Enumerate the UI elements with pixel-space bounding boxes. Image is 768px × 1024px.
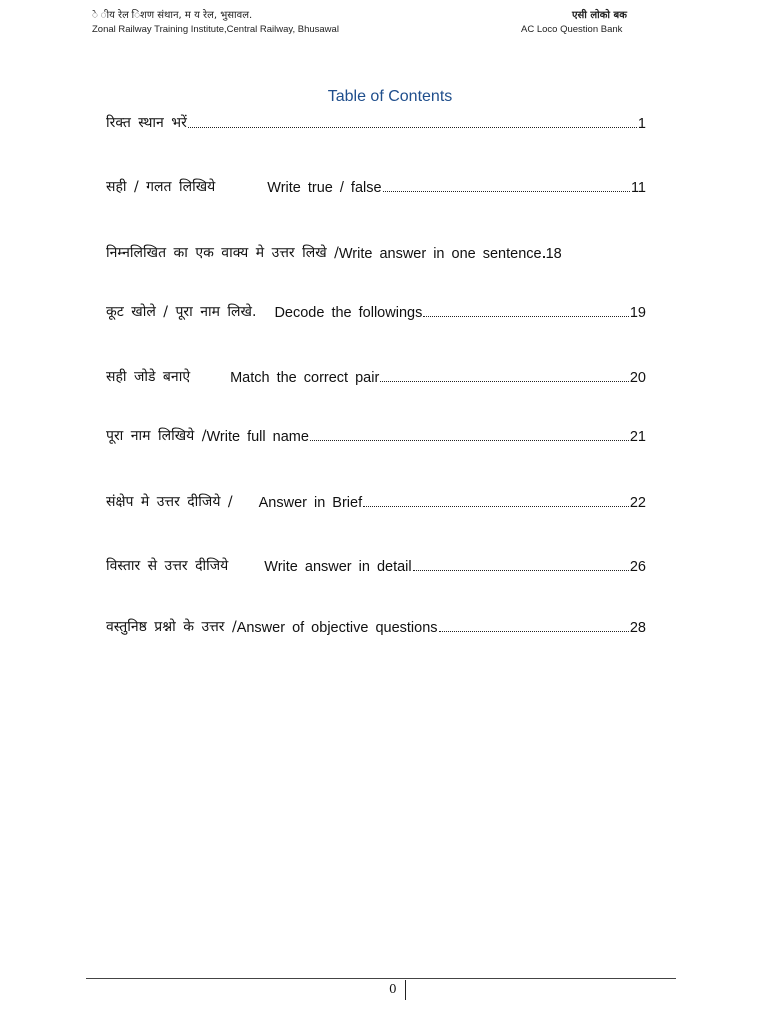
toc-entry-page: 18: [545, 246, 562, 262]
footer-page-divider: [405, 980, 406, 1000]
dot-leader: [310, 440, 629, 441]
dot-leader: [439, 631, 629, 632]
footer-rule: [86, 978, 676, 979]
dot-leader: [188, 127, 637, 128]
toc-entry-fill-blanks[interactable]: [106, 112, 646, 132]
toc-entry-english: Answer in Brief: [258, 495, 363, 511]
toc-entry-full-name[interactable]: [106, 425, 646, 445]
toc-entry-hindi: सही / गलत लिखिये: [106, 179, 216, 195]
toc-entry-english: Write answer in detail: [264, 559, 412, 575]
toc-entry-page: 26: [629, 559, 646, 575]
toc-entry-hindi: पूरा नाम लिखिये /: [106, 428, 207, 444]
dot-leader: [543, 256, 545, 258]
toc-entry-page: 28: [629, 620, 646, 636]
toc-entry-english: Answer of objective questions: [236, 620, 438, 636]
toc-entry-hindi: सही जोडे बनाऐ: [106, 369, 191, 385]
header-book-title-hindi: एसी लोको बक: [572, 10, 627, 21]
toc-entry-english: Write answer in one sentence: [338, 246, 542, 262]
toc-entry-english: Write full name: [206, 429, 309, 445]
toc-entry-objective[interactable]: [106, 616, 646, 636]
toc-entry-decode[interactable]: [106, 301, 646, 321]
header-book-title-english: AC Loco Question Bank: [521, 24, 623, 35]
toc-entry-page: 1: [637, 116, 646, 132]
header-institute-hindi: े ीय रेल िशण संथान, म य रेल, भुसावल.: [92, 10, 253, 21]
dot-leader: [380, 381, 629, 382]
toc-entry-hindi: वस्तुनिष्ठ प्रश्नो के उत्तर /: [106, 619, 237, 635]
toc-entry-page: 19: [629, 305, 646, 321]
footer-page-number: 0: [389, 982, 397, 996]
toc-entry-page: 21: [629, 429, 646, 445]
toc-entry-brief[interactable]: [106, 491, 646, 511]
dot-leader: [383, 191, 630, 192]
toc-entry-detail[interactable]: [106, 555, 646, 575]
toc-title: Table of Contents: [327, 88, 453, 105]
toc-entry-match-pair[interactable]: [106, 366, 646, 386]
toc-entry-english: Write true / false: [267, 180, 382, 196]
toc-entry-english: Decode the followings: [274, 305, 423, 321]
toc-entry-hindi: रिक्त स्थान भरें: [106, 115, 187, 131]
toc-entry-english: Match the correct pair: [230, 370, 380, 386]
toc-entry-page: 22: [629, 495, 646, 511]
toc-entry-true-false[interactable]: [106, 176, 646, 196]
toc-entry-hindi: कूट खोले / पूरा नाम लिखे.: [106, 304, 257, 320]
toc-entry-one-sentence[interactable]: [106, 242, 646, 262]
toc-entry-hindi: संक्षेप मे उत्तर दीजिये /: [106, 494, 233, 510]
dot-leader: [423, 316, 629, 317]
dot-leader: [413, 570, 629, 571]
toc-entry-page: 11: [630, 180, 646, 196]
dot-leader: [363, 506, 629, 507]
toc-entry-hindi: विस्तार से उत्तर दीजिये: [106, 558, 229, 574]
toc-entry-page: 20: [629, 370, 646, 386]
header-institute-english: Zonal Railway Training Institute,Central Railway, Bhusawal: [92, 24, 339, 35]
toc-entry-hindi: निम्नलिखित का एक वाक्य मे उत्तर लिखे /: [106, 245, 339, 261]
